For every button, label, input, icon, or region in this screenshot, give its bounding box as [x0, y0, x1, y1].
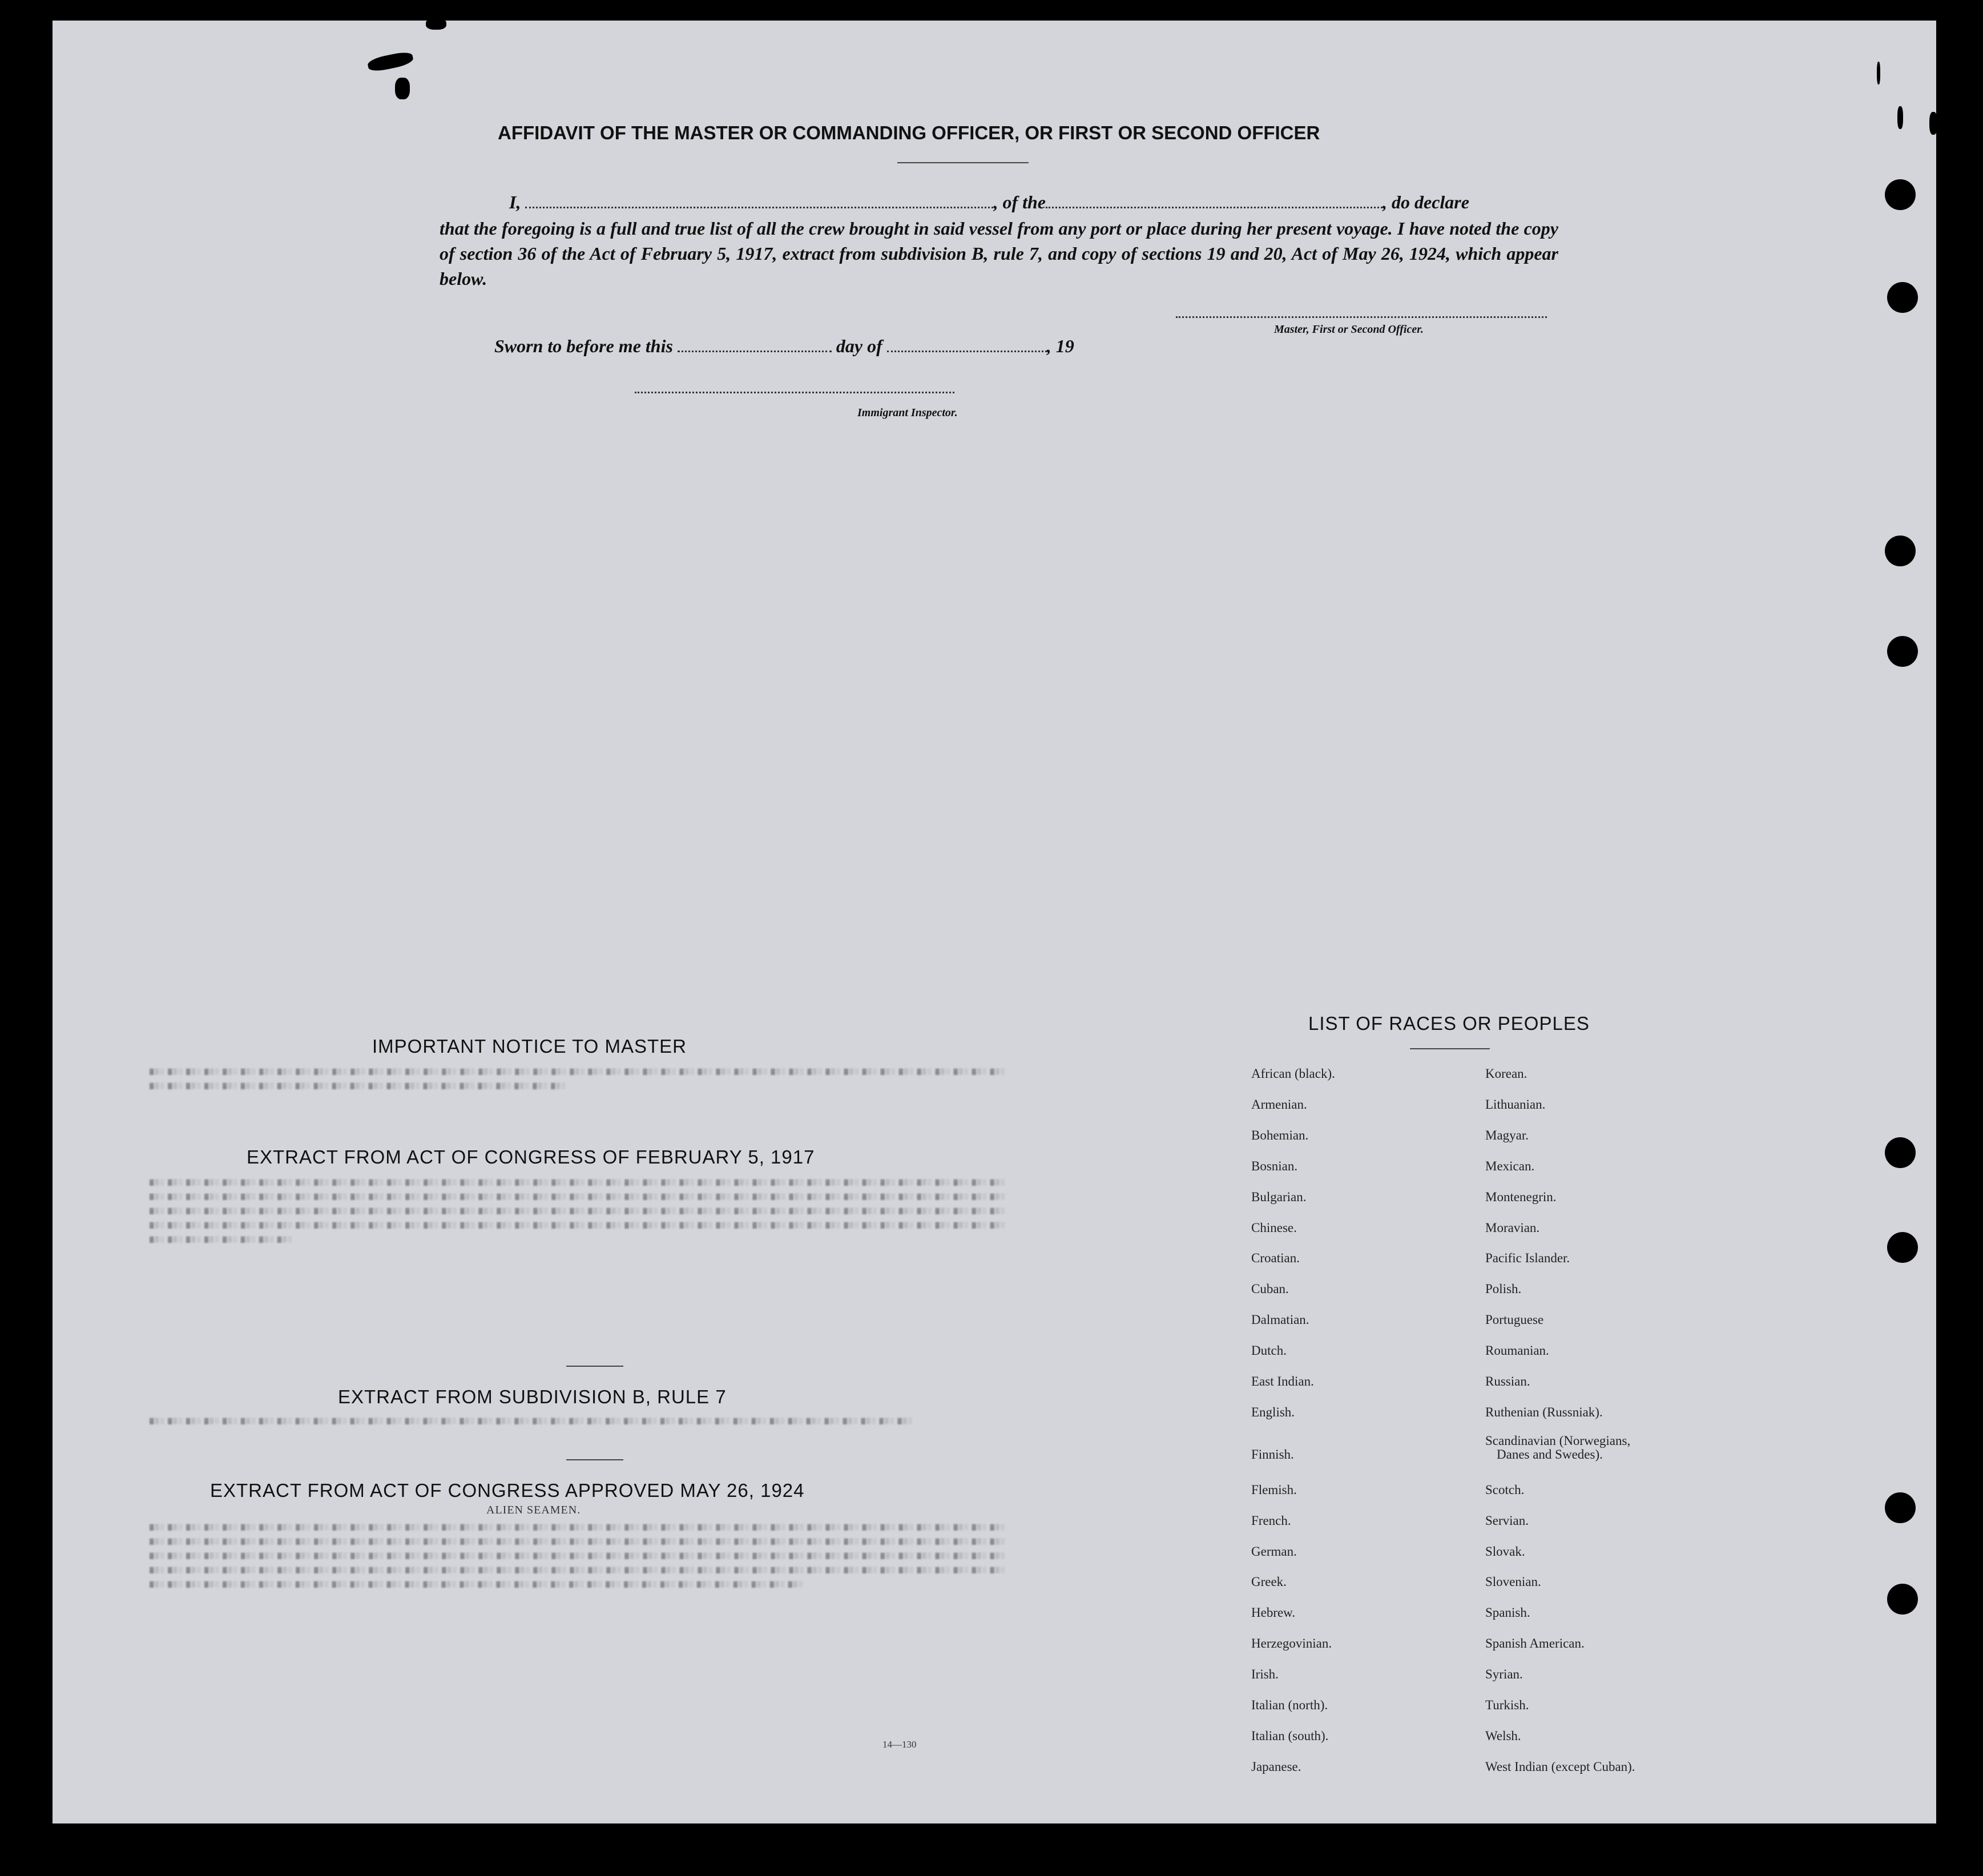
race-item: Turkish. [1485, 1698, 1529, 1712]
name-field[interactable] [525, 207, 993, 208]
ink-blot [1877, 62, 1880, 84]
sworn-line [494, 336, 1074, 357]
alien-seamen-subheading: ALIEN SEAMEN. [486, 1504, 581, 1516]
race-item: Scotch. [1485, 1482, 1525, 1497]
race-item: Slovenian. [1485, 1575, 1541, 1589]
race-item: Bosnian. [1251, 1158, 1298, 1173]
declaration-line [509, 192, 1554, 213]
ink-blot [366, 50, 414, 73]
race-item: Spanish American. [1485, 1636, 1585, 1651]
extract-rule7-heading: EXTRACT FROM SUBDIVISION B, RULE 7 [338, 1386, 727, 1407]
punch-hole [1887, 1232, 1918, 1263]
fine-print-texture: ▓▒░ ▓▒░ ▓▒░ ▓▒░ ▓▒░ ▓▒░ ▓▒░ ▓▒░ ▓▒░ ▓▒░ ▓▒░ ▓▒░ ▓▒░ ▓▒░ ▓▒░ ▓▒░ ▓▒░ ▓▒░ ▓▒░ ▓▒░ ▓▒░ ▓▒░ ▓▒░ ▓▒░ ▓▒░ ▓▒░ ▓▒░ ▓▒░ ▓▒░ ▓▒░ ▓▒░ ▓▒░ ▓▒░ ▓▒░ ▓▒░ ▓▒░ ▓▒░ ▓▒░ ▓▒░ ▓▒░ ▓▒░ ▓▒░ ▓▒░ ▓▒░ ▓▒░ ▓▒░ ▓▒░ ▓▒░ ▓▒░ ▓▒░ ▓▒░ ▓▒░ ▓▒░ ▓▒░ ▓▒░ ▓▒░ ▓▒░ ▓▒░ ▓▒░ ▓▒░ ▓▒░ ▓▒░ ▓▒░ ▓▒░ ▓▒░ ▓▒░ ▓▒░ ▓▒░ ▓▒░ ▓▒░ [150, 1069, 1006, 1089]
extract-1924-heading: EXTRACT FROM ACT OF CONGRESS APPROVED MAY 26, 1924 [210, 1480, 805, 1501]
race-item: Syrian. [1485, 1667, 1523, 1682]
signature-label: Master, First or Second Officer. [1274, 323, 1424, 336]
race-item: Montenegrin. [1485, 1189, 1557, 1204]
race-item: German. [1251, 1544, 1297, 1559]
race-item: Finnish. [1251, 1447, 1294, 1462]
race-item: Irish. [1251, 1667, 1279, 1682]
extract-1924-fine-print [150, 1520, 1006, 1730]
race-item: Lithuanian. [1485, 1097, 1546, 1112]
race-item: Magyar. [1485, 1128, 1529, 1142]
race-item: Servian. [1485, 1513, 1529, 1528]
title-rule [897, 162, 1029, 163]
race-item: African (black). [1251, 1066, 1335, 1081]
notice-fine-print [150, 1064, 1006, 1127]
race-item: Croatian. [1251, 1251, 1300, 1266]
punch-hole [1885, 536, 1916, 566]
fine-print-texture: ▓▒░ ▓▒░ ▓▒░ ▓▒░ ▓▒░ ▓▒░ ▓▒░ ▓▒░ ▓▒░ ▓▒░ ▓▒░ ▓▒░ ▓▒░ ▓▒░ ▓▒░ ▓▒░ ▓▒░ ▓▒░ ▓▒░ ▓▒░ ▓▒░ ▓▒░ ▓▒░ ▓▒░ ▓▒░ ▓▒░ ▓▒░ ▓▒░ ▓▒░ ▓▒░ ▓▒░ ▓▒░ ▓▒░ ▓▒░ ▓▒░ ▓▒░ ▓▒░ ▓▒░ ▓▒░ ▓▒░ ▓▒░ ▓▒░ ▓▒░ ▓▒░ ▓▒░ ▓▒░ ▓▒░ ▓▒░ ▓▒░ ▓▒░ ▓▒░ ▓▒░ ▓▒░ ▓▒░ ▓▒░ ▓▒░ ▓▒░ ▓▒░ ▓▒░ ▓▒░ ▓▒░ ▓▒░ ▓▒░ ▓▒░ ▓▒░ ▓▒░ ▓▒░ ▓▒░ ▓▒░ ▓▒░ ▓▒░ ▓▒░ ▓▒░ ▓▒░ ▓▒░ ▓▒░ ▓▒░ ▓▒░ ▓▒░ ▓▒░ ▓▒░ ▓▒░ ▓▒░ ▓▒░ ▓▒░ ▓▒░ ▓▒░ ▓▒░ ▓▒░ ▓▒░ ▓▒░ ▓▒░ ▓▒░ ▓▒░ ▓▒░ ▓▒░ ▓▒░ ▓▒░ ▓▒░ ▓▒░ ▓▒░ ▓▒░ ▓▒░ ▓▒░ ▓▒░ ▓▒░ ▓▒░ ▓▒░ ▓▒░ ▓▒░ ▓▒░ ▓▒░ ▓▒░ ▓▒░ ▓▒░ ▓▒░ ▓▒░ ▓▒░ ▓▒░ ▓▒░ ▓▒░ ▓▒░ ▓▒░ ▓▒░ ▓▒░ ▓▒░ ▓▒░ ▓▒░ ▓▒░ ▓▒░ ▓▒░ ▓▒░ ▓▒░ ▓▒░ ▓▒░ ▓▒░ ▓▒░ ▓▒░ ▓▒░ ▓▒░ ▓▒░ ▓▒░ ▓▒░ ▓▒░ ▓▒░ ▓▒░ ▓▒░ ▓▒░ ▓▒░ ▓▒░ ▓▒░ ▓▒░ ▓▒░ ▓▒░ ▓▒░ ▓▒░ ▓▒░ ▓▒░ ▓▒░ ▓▒░ ▓▒░ ▓▒░ ▓▒░ ▓▒░ ▓▒░ ▓▒░ ▓▒░ ▓▒░ ▓▒░ ▓▒░ ▓▒░ ▓▒░ ▓▒░ ▓▒░ ▓▒░ ▓▒░ ▓▒░ ▓▒░ ▓▒░ ▓▒░ ▓▒░ ▓▒░ ▓▒░ ▓▒░ ▓▒░ ▓▒░ ▓▒░ ▓▒░ ▓▒░ ▓▒░ ▓▒░ ▓▒░ ▓▒░ ▓▒░ ▓▒░ ▓▒░ ▓▒░ ▓▒░ ▓▒░ ▓▒░ ▓▒░ ▓▒░ ▓▒░ ▓▒░ ▓▒░ ▓▒░ ▓▒░ ▓▒░ ▓▒░ ▓▒░ ▓▒░ ▓▒░ ▓▒░ ▓▒░ ▓▒░ ▓▒░ ▓▒░ ▓▒░ ▓▒░ ▓▒░ ▓▒░ ▓▒░ ▓▒░ ▓▒░ [150, 1524, 1006, 1588]
race-item: Russian. [1485, 1374, 1530, 1388]
declaration-of-the: , of the [993, 192, 1046, 212]
race-item: Bohemian. [1251, 1128, 1309, 1142]
race-item: Slovak. [1485, 1544, 1525, 1559]
form-page [53, 21, 1936, 1823]
race-item: Herzegovinian. [1251, 1636, 1332, 1651]
race-item: Polish. [1485, 1282, 1522, 1297]
race-item: Spanish. [1485, 1605, 1530, 1620]
form-number: 14—130 [882, 1739, 917, 1750]
sworn-day-of: day of [836, 336, 882, 356]
sworn-text: Sworn to before me this [494, 336, 673, 356]
declaration-paragraph: that the foregoing is a full and true list of all the crew brought in said vessel from any port or place during her present voyage. I have noted the copy of section 36 of the Act of February 5, 1917, extract from subdivision B, rule 7, and copy of sections 19 and 20, Act of May 26, 1924, which appear below. [440, 218, 1558, 289]
race-item: Ruthenian (Russniak). [1485, 1404, 1603, 1419]
punch-hole [1885, 179, 1916, 210]
ink-blot [1929, 112, 1937, 135]
race-item: English. [1251, 1404, 1295, 1419]
race-item: Bulgarian. [1251, 1189, 1307, 1204]
race-item: Greek. [1251, 1575, 1287, 1589]
race-item: Hebrew. [1251, 1605, 1296, 1620]
extract-1917-fine-print [150, 1175, 1006, 1359]
punch-hole [1887, 1584, 1918, 1615]
race-item: Chinese. [1251, 1220, 1297, 1235]
inspector-label: Immigrant Inspector. [857, 406, 958, 419]
race-item: Armenian. [1251, 1097, 1307, 1112]
race-item: Dalmatian. [1251, 1313, 1309, 1327]
race-item: Portuguese [1485, 1313, 1544, 1327]
declaration-do-declare: , do declare [1383, 192, 1469, 212]
signature-line[interactable] [1176, 316, 1547, 318]
divider-1 [566, 1366, 623, 1367]
race-item: French. [1251, 1513, 1291, 1528]
fine-print-texture: ▓▒░ ▓▒░ ▓▒░ ▓▒░ ▓▒░ ▓▒░ ▓▒░ ▓▒░ ▓▒░ ▓▒░ ▓▒░ ▓▒░ ▓▒░ ▓▒░ ▓▒░ ▓▒░ ▓▒░ ▓▒░ ▓▒░ ▓▒░ ▓▒░ ▓▒░ ▓▒░ ▓▒░ ▓▒░ ▓▒░ ▓▒░ ▓▒░ ▓▒░ ▓▒░ ▓▒░ ▓▒░ ▓▒░ ▓▒░ ▓▒░ ▓▒░ ▓▒░ ▓▒░ ▓▒░ ▓▒░ ▓▒░ ▓▒░ ▓▒░ ▓▒░ ▓▒░ ▓▒░ ▓▒░ ▓▒░ ▓▒░ ▓▒░ ▓▒░ ▓▒░ ▓▒░ ▓▒░ ▓▒░ ▓▒░ ▓▒░ ▓▒░ ▓▒░ ▓▒░ ▓▒░ ▓▒░ ▓▒░ ▓▒░ ▓▒░ ▓▒░ ▓▒░ ▓▒░ ▓▒░ ▓▒░ ▓▒░ ▓▒░ ▓▒░ ▓▒░ ▓▒░ ▓▒░ ▓▒░ ▓▒░ ▓▒░ ▓▒░ ▓▒░ ▓▒░ ▓▒░ ▓▒░ ▓▒░ ▓▒░ ▓▒░ ▓▒░ ▓▒░ ▓▒░ ▓▒░ ▓▒░ ▓▒░ ▓▒░ ▓▒░ ▓▒░ ▓▒░ ▓▒░ ▓▒░ ▓▒░ ▓▒░ ▓▒░ ▓▒░ ▓▒░ ▓▒░ ▓▒░ ▓▒░ ▓▒░ ▓▒░ ▓▒░ ▓▒░ ▓▒░ ▓▒░ ▓▒░ ▓▒░ ▓▒░ ▓▒░ ▓▒░ ▓▒░ ▓▒░ ▓▒░ ▓▒░ ▓▒░ ▓▒░ ▓▒░ ▓▒░ ▓▒░ ▓▒░ ▓▒░ ▓▒░ ▓▒░ ▓▒░ ▓▒░ ▓▒░ ▓▒░ ▓▒░ ▓▒░ ▓▒░ ▓▒░ ▓▒░ ▓▒░ ▓▒░ ▓▒░ ▓▒░ ▓▒░ ▓▒░ ▓▒░ ▓▒░ ▓▒░ ▓▒░ ▓▒░ ▓▒░ ▓▒░ ▓▒░ ▓▒░ ▓▒░ ▓▒░ ▓▒░ ▓▒░ ▓▒░ ▓▒░ ▓▒░ ▓▒░ ▓▒░ ▓▒░ ▓▒░ ▓▒░ ▓▒░ ▓▒░ ▓▒░ ▓▒░ ▓▒░ ▓▒░ ▓▒░ ▓▒░ ▓▒░ ▓▒░ ▓▒░ ▓▒░ ▓▒░ ▓▒░ ▓▒░ ▓▒░ ▓▒░ ▓▒░ ▓▒░ ▓▒░ ▓▒░ ▓▒░ ▓▒░ ▓▒░ ▓▒░ ▓▒░ ▓▒░ ▓▒░ ▓▒░ [150, 1179, 1006, 1243]
race-item: Japanese. [1251, 1759, 1301, 1774]
sworn-day-field[interactable] [678, 351, 832, 352]
inspector-line[interactable] [635, 392, 954, 393]
race-item: Pacific Islander. [1485, 1251, 1570, 1266]
race-item: Italian (south). [1251, 1728, 1329, 1743]
ink-blot [1897, 106, 1903, 129]
race-item: Mexican. [1485, 1158, 1535, 1173]
declaration-i: I, [509, 192, 521, 212]
races-rule [1410, 1048, 1490, 1049]
race-item: West Indian (except Cuban). [1485, 1759, 1635, 1774]
important-notice-heading: IMPORTANT NOTICE TO MASTER [372, 1036, 687, 1057]
divider-2 [566, 1459, 623, 1460]
race-item: Flemish. [1251, 1482, 1297, 1497]
affidavit-title: AFFIDAVIT OF THE MASTER OR COMMANDING OFFICER, OR FIRST OR SECOND OFFICER [498, 122, 1320, 143]
race-item: Danes and Swedes). [1497, 1447, 1603, 1462]
vessel-field[interactable] [1046, 207, 1383, 208]
race-item: Welsh. [1485, 1728, 1521, 1743]
race-item: Moravian. [1485, 1220, 1540, 1235]
race-item: Roumanian. [1485, 1343, 1549, 1358]
punch-hole [1887, 636, 1918, 667]
punch-hole [1887, 282, 1918, 313]
punch-hole [1885, 1137, 1916, 1168]
races-heading: LIST OF RACES OR PEOPLES [1308, 1013, 1590, 1034]
punch-hole [1885, 1492, 1916, 1523]
fine-print-texture: ▓▒░ ▓▒░ ▓▒░ ▓▒░ ▓▒░ ▓▒░ ▓▒░ ▓▒░ ▓▒░ ▓▒░ ▓▒░ ▓▒░ ▓▒░ ▓▒░ ▓▒░ ▓▒░ ▓▒░ ▓▒░ ▓▒░ ▓▒░ ▓▒░ ▓▒░ ▓▒░ ▓▒░ ▓▒░ ▓▒░ ▓▒░ ▓▒░ ▓▒░ ▓▒░ ▓▒░ ▓▒░ ▓▒░ ▓▒░ ▓▒░ ▓▒░ ▓▒░ ▓▒░ ▓▒░ ▓▒░ ▓▒░ ▓▒░ [150, 1418, 913, 1424]
extract-1917-heading: EXTRACT FROM ACT OF CONGRESS OF FEBRUARY 5, 1917 [247, 1146, 815, 1168]
sworn-month-field[interactable] [887, 351, 1047, 352]
race-item: Dutch. [1251, 1343, 1287, 1358]
race-item: Korean. [1485, 1066, 1527, 1081]
ink-blot [395, 78, 410, 99]
race-item: Italian (north). [1251, 1698, 1328, 1712]
race-item: Cuban. [1251, 1282, 1289, 1297]
ink-blot [426, 18, 446, 30]
race-item: Scandinavian (Norwegians, [1485, 1433, 1631, 1448]
extract-rule7-fine-print [150, 1414, 1006, 1452]
race-item: East Indian. [1251, 1374, 1314, 1388]
sworn-year: , 19 [1046, 336, 1074, 356]
